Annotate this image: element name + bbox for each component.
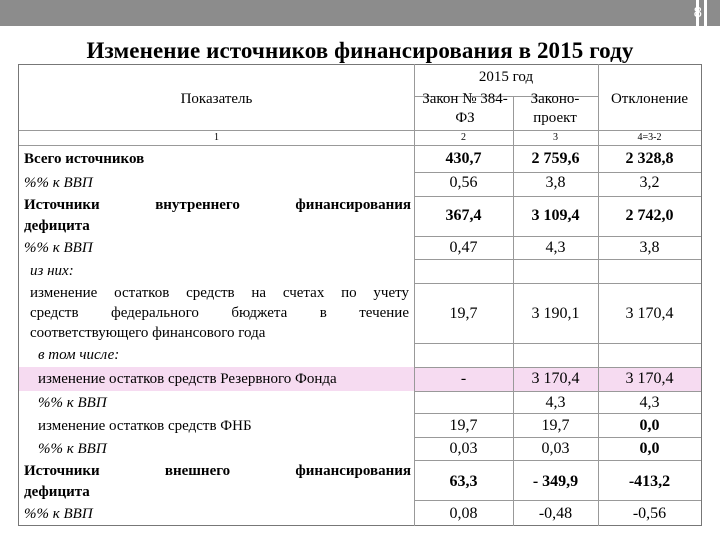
cell-law: 430,7 (445, 150, 482, 167)
header-law: Закон № 384-ФЗ (422, 91, 508, 126)
cell-bill: 3 190,1 (531, 305, 580, 322)
cell-law: 63,3 (449, 473, 478, 490)
header-bill: Законо-проект (530, 91, 580, 126)
cell-bill: 0,03 (541, 440, 570, 457)
row-label: из них: (30, 263, 74, 279)
row-label: Всего источников (24, 151, 145, 167)
row-divider (414, 413, 701, 414)
header-deviation: Отклонение (610, 91, 689, 107)
row-label: %% к ВВП (38, 395, 107, 411)
row-label: изменение остатков средств Резервного Фонда (38, 371, 337, 387)
col-number: 4=3-2 (637, 132, 662, 143)
col-number: 2 (461, 132, 466, 143)
row-label: %% к ВВП (24, 506, 93, 522)
row-label: средств федерального бюджета в течение (30, 305, 409, 321)
cell-law: 19,7 (449, 417, 478, 434)
cell-bill: -0,48 (538, 505, 573, 522)
row-label: Источники внутреннего финансирования (24, 197, 411, 213)
row-divider (414, 196, 701, 197)
cell-deviation: 2 742,0 (625, 207, 674, 224)
cell-deviation: 3 170,4 (625, 305, 674, 322)
cell-deviation: -0,56 (632, 505, 667, 522)
row-label: %% к ВВП (24, 240, 93, 256)
row-divider (19, 130, 701, 131)
row-label: изменение остатков средств на счетах по учету (30, 285, 409, 301)
cell-bill: 19,7 (541, 417, 570, 434)
cell-law: 19,7 (449, 305, 478, 322)
row-label: Источники внешнего финансирования (24, 463, 411, 479)
cell-law: 0,47 (449, 239, 478, 256)
row-divider (414, 236, 701, 237)
cell-bill: 4,3 (545, 394, 566, 411)
cell-deviation: 3,2 (639, 174, 660, 191)
cell-law: 367,4 (445, 207, 482, 224)
cell-deviation: 3 170,4 (625, 370, 674, 387)
header-indicator: Показатель (180, 91, 253, 107)
row-divider (414, 343, 701, 344)
row-divider (414, 172, 701, 173)
row-label: %% к ВВП (38, 441, 107, 457)
cell-deviation: 2 328,8 (625, 150, 674, 167)
row-label: дефицита (24, 484, 90, 500)
row-divider (414, 500, 701, 501)
row-label: в том числе: (38, 347, 120, 363)
row-divider (414, 437, 701, 438)
row-label: дефицита (24, 218, 90, 234)
cell-deviation: 0,0 (639, 417, 660, 434)
cell-deviation: 0,0 (639, 440, 660, 457)
slide-title: Изменение источников финансирования в 2015 году (86, 38, 634, 63)
cell-deviation: 4,3 (639, 394, 660, 411)
decor-line (704, 0, 707, 26)
header-year: 2015 год (478, 69, 534, 85)
row-divider (414, 391, 701, 392)
cell-deviation: 3,8 (639, 239, 660, 256)
cell-bill: 3 109,4 (531, 207, 580, 224)
row-divider (414, 259, 701, 260)
cell-bill: 3 170,4 (531, 370, 580, 387)
col-number: 3 (553, 132, 558, 143)
row-divider (19, 145, 701, 146)
cell-bill: 2 759,6 (531, 150, 580, 167)
cell-deviation: -413,2 (628, 473, 671, 490)
cell-law: - (460, 370, 467, 387)
row-label: %% к ВВП (24, 175, 93, 191)
page-number: 8 (693, 4, 702, 21)
cell-law: 0,03 (449, 440, 478, 457)
row-label: изменение остатков средств ФНБ (38, 418, 252, 434)
col-number: 1 (214, 132, 219, 143)
row-divider (414, 367, 701, 368)
cell-bill: - 349,9 (532, 473, 579, 490)
cell-law: 0,56 (449, 174, 478, 191)
row-divider (414, 460, 701, 461)
slide-top-bar (0, 0, 720, 26)
cell-bill: 3,8 (545, 174, 566, 191)
cell-bill: 4,3 (545, 239, 566, 256)
row-divider (414, 283, 701, 284)
cell-law: 0,08 (449, 505, 478, 522)
row-label: соответствующего финансового года (30, 325, 266, 341)
